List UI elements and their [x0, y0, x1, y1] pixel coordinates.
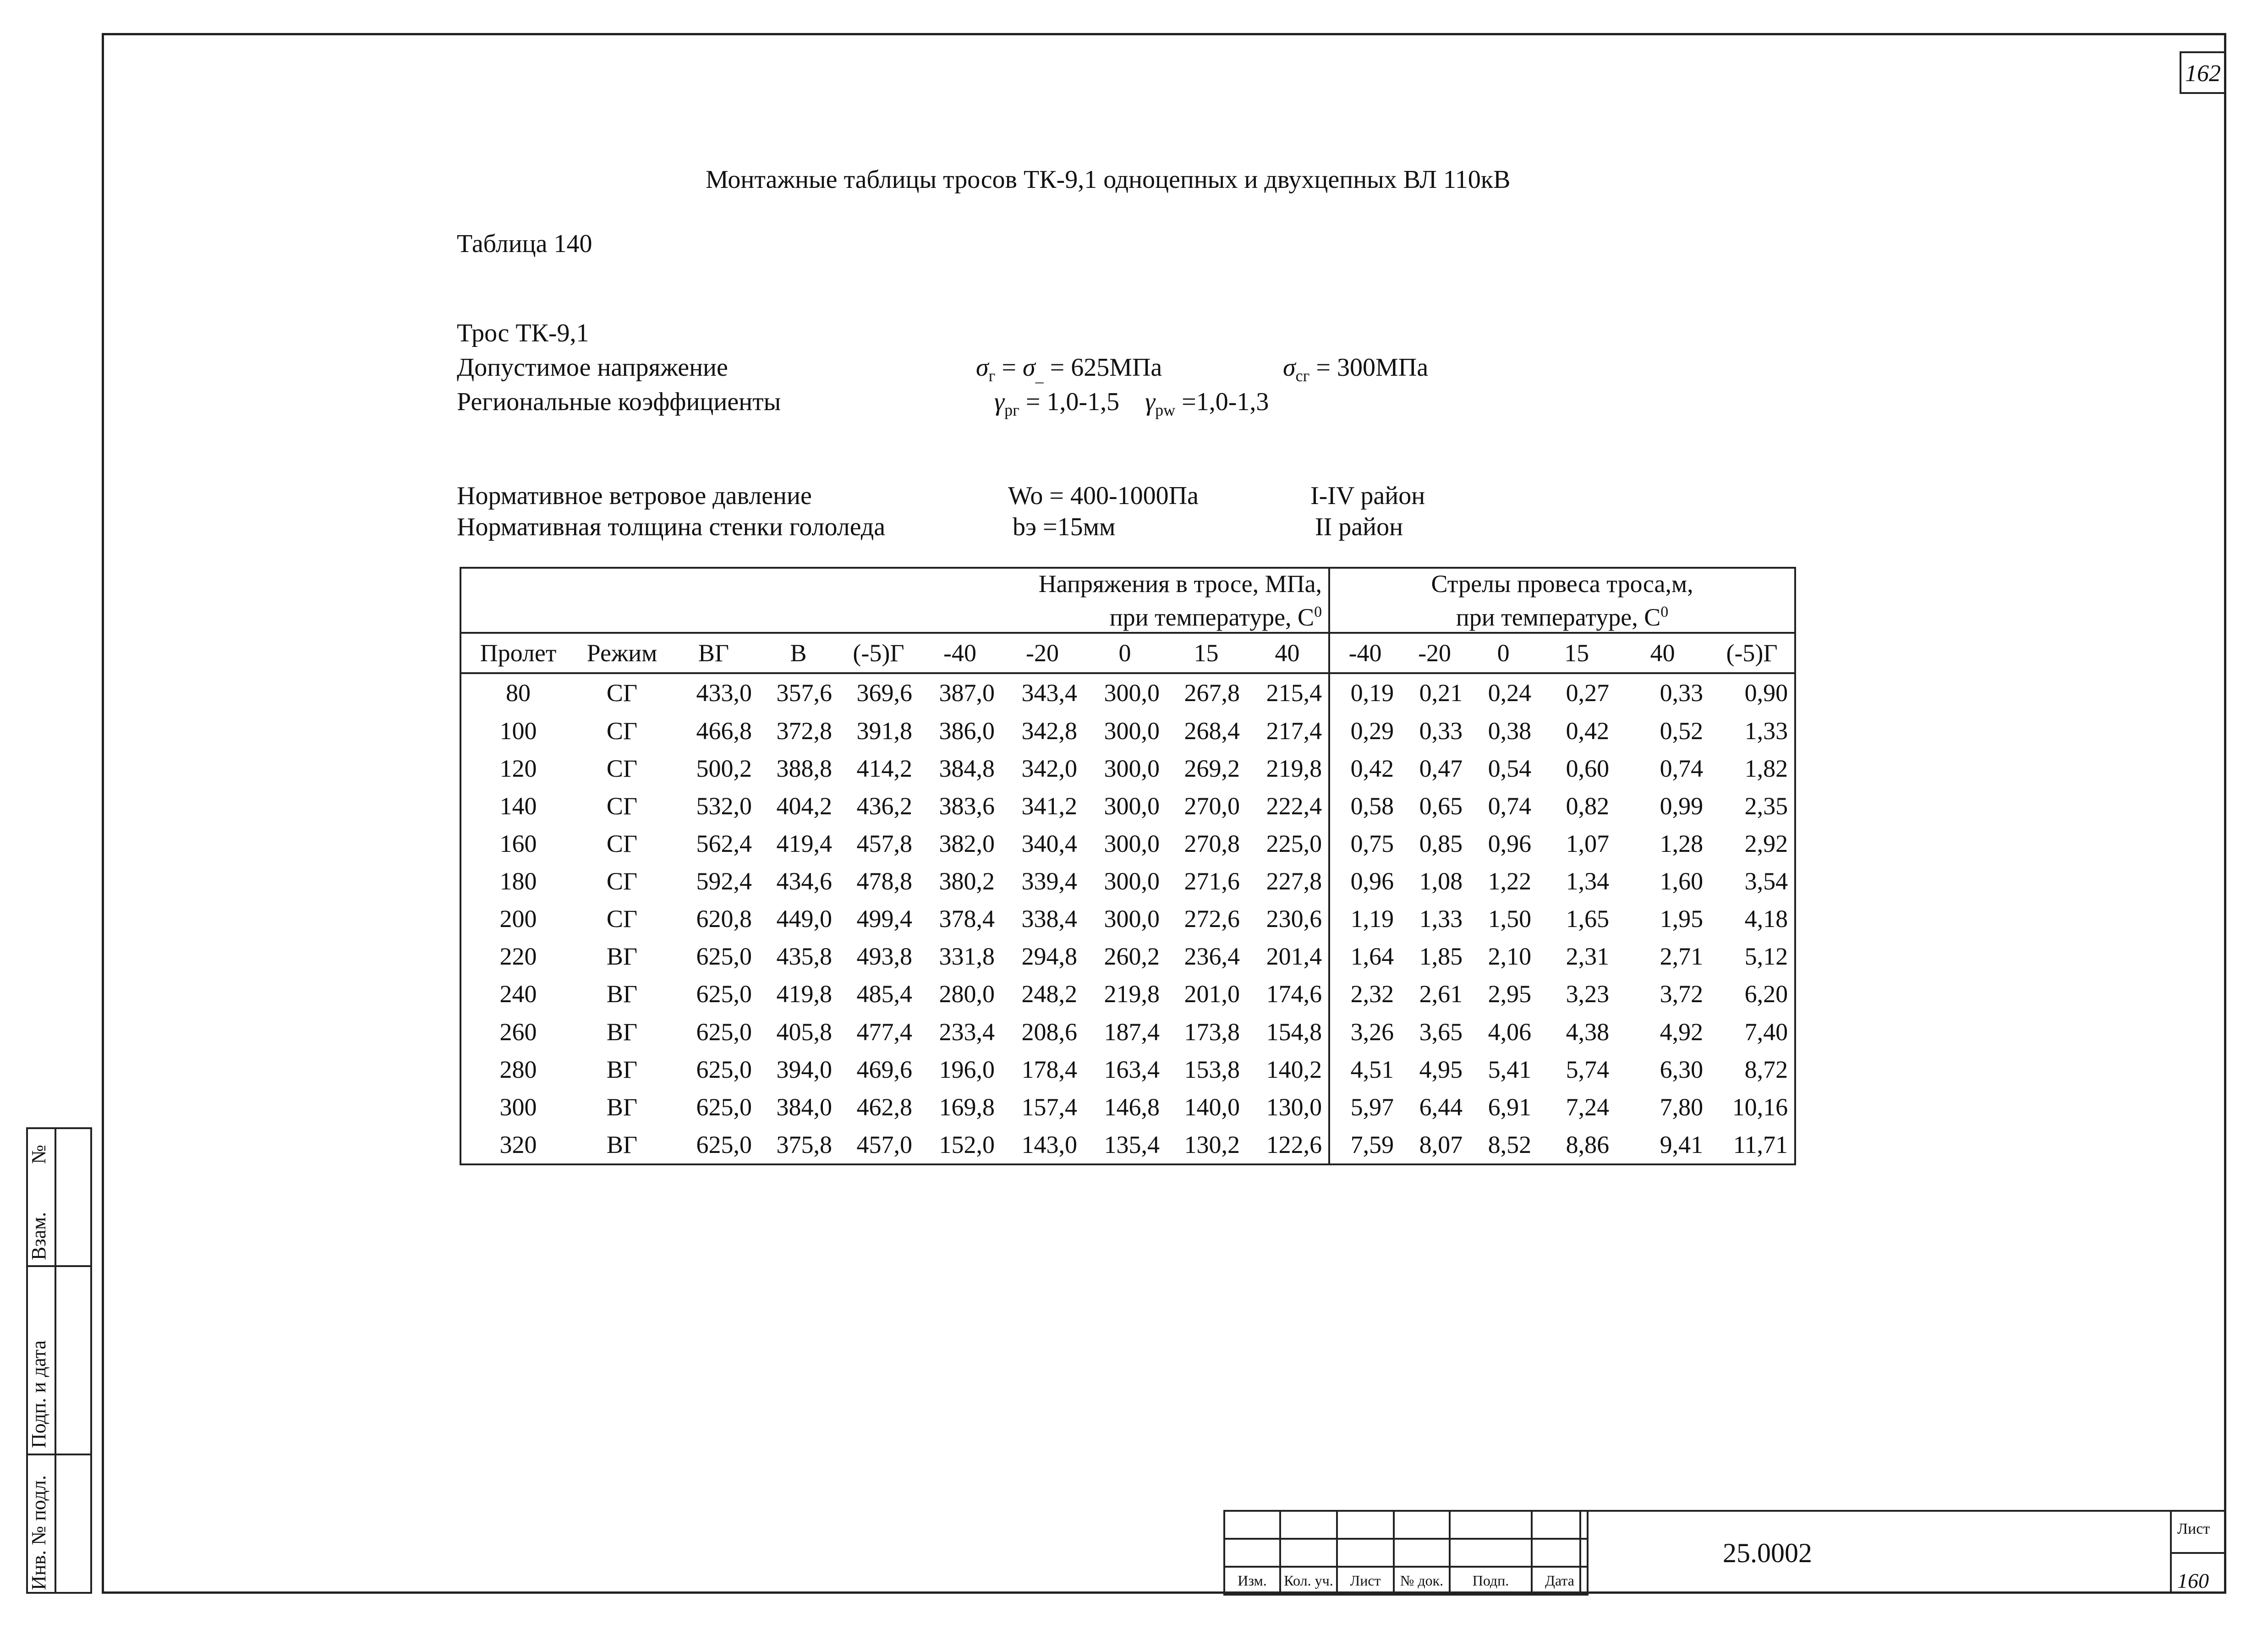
group-header-stress-line2: при температуре, С — [1109, 603, 1315, 631]
wind-label: Нормативное ветровое давление — [457, 482, 812, 510]
table-cell: 369,6 — [856, 679, 912, 707]
table-cell: 173,8 — [1184, 1018, 1240, 1046]
coef-formula: $\gamma_{pг} = 1,0-1,5$ $\gamma_{pw} =1,0-1,3$ — [994, 388, 1269, 420]
table-cell: 1,82 — [1744, 754, 1788, 782]
coef-w-value: =1,0-1,3 — [1182, 388, 1269, 416]
table-cell: 100 — [499, 717, 537, 745]
table-cell: 387,0 — [939, 679, 995, 707]
table-cell: 384,0 — [776, 1093, 832, 1121]
table-cell: 499,4 — [856, 905, 912, 933]
table-cell: 236,4 — [1184, 943, 1240, 971]
table-cell: 331,8 — [939, 943, 995, 971]
revision-label: Кол. уч. — [1280, 1567, 1337, 1595]
revision-label: Изм. — [1224, 1567, 1280, 1595]
table-cell: СГ — [606, 679, 638, 707]
table-cell: 9,41 — [1660, 1130, 1704, 1158]
table-cell: 208,6 — [1021, 1018, 1077, 1046]
revision-label: Подп. — [1450, 1567, 1532, 1595]
table-row — [460, 1013, 1795, 1050]
table-cell: 625,0 — [696, 1055, 752, 1083]
table-cell: 152,0 — [939, 1130, 995, 1158]
table-cell: ВГ — [606, 943, 638, 971]
binding-margin — [26, 1127, 92, 1594]
table-cell: 1,50 — [1488, 905, 1532, 933]
table-cell: 2,32 — [1329, 975, 1400, 1013]
table-cell: 272,6 — [1184, 905, 1240, 933]
table-cell: 0,38 — [1488, 717, 1532, 745]
sheet-box-divider — [2170, 1552, 2226, 1554]
table-cell: 3,23 — [1566, 980, 1610, 1008]
table-cell: 4,92 — [1660, 1018, 1704, 1046]
table-cell: 4,18 — [1744, 905, 1788, 933]
table-cell: 341,2 — [1021, 792, 1077, 820]
table-cell: 6,20 — [1744, 980, 1788, 1008]
table-cell: 169,8 — [939, 1093, 995, 1121]
table-cell: 300,0 — [1104, 717, 1160, 745]
table-cell: 1,65 — [1566, 905, 1610, 933]
column-header: 0 — [1084, 633, 1166, 673]
group-header-sag — [1329, 568, 1795, 633]
table-cell: 140,0 — [1184, 1093, 1240, 1121]
table-cell: 154,8 — [1266, 1018, 1322, 1046]
table-cell: 4,38 — [1566, 1018, 1610, 1046]
column-header: -20 — [1001, 633, 1084, 673]
table-cell: 8,52 — [1488, 1130, 1532, 1158]
coef-label: Региональные коэффициенты — [457, 388, 781, 416]
ice-value: bэ =15мм — [1013, 513, 1116, 541]
table-cell: 219,8 — [1266, 754, 1322, 782]
table-cell: 10,16 — [1732, 1093, 1788, 1121]
table-cell: 477,4 — [856, 1018, 912, 1046]
table-cell: 0,90 — [1744, 679, 1788, 707]
table-cell: 343,4 — [1021, 679, 1077, 707]
table-cell: 6,30 — [1660, 1055, 1704, 1083]
table-cell: 135,4 — [1104, 1130, 1160, 1158]
table-cell: 357,6 — [776, 679, 832, 707]
table-cell: ВГ — [606, 980, 638, 1008]
table-cell: 625,0 — [696, 1130, 752, 1158]
table-cell: 0,85 — [1419, 829, 1463, 857]
table-cell: 375,8 — [776, 1130, 832, 1158]
table-cell: 120 — [499, 754, 537, 782]
revision-label: Лист — [1337, 1567, 1394, 1595]
table-cell: 342,0 — [1021, 754, 1077, 782]
table-cell: 384,8 — [939, 754, 995, 782]
table-cell: 1,28 — [1660, 829, 1704, 857]
group-header-sag-line1: Стрелы провеса троса,м, — [1431, 570, 1693, 598]
table-cell: ВГ — [606, 1018, 638, 1046]
table-cell: 268,4 — [1184, 717, 1240, 745]
column-header: (-5)Г — [838, 633, 919, 673]
table-cell: 2,35 — [1744, 792, 1788, 820]
table-cell: 294,8 — [1021, 943, 1077, 971]
table-cell: 434,6 — [776, 867, 832, 895]
data-table — [460, 567, 1796, 1165]
table-cell: 130,0 — [1266, 1093, 1322, 1121]
table-cell: СГ — [606, 717, 638, 745]
coef-g-value: = 1,0-1,5 — [1025, 388, 1120, 416]
table-row — [460, 712, 1795, 749]
table-cell: 0,52 — [1660, 717, 1704, 745]
table-cell: 0,33 — [1419, 717, 1463, 745]
table-cell: 0,33 — [1660, 679, 1704, 707]
table-cell: 200 — [499, 905, 537, 933]
group-header-stress-line1: Напряжения в тросе, МПа, — [1038, 570, 1322, 598]
table-label: Таблица 140 — [457, 230, 592, 258]
binding-field-number: № — [27, 1145, 50, 1164]
table-cell: 405,8 — [776, 1018, 832, 1046]
table-cell: 178,4 — [1021, 1055, 1077, 1083]
table-cell: 140 — [499, 792, 537, 820]
binding-field-sign-date: Подп. и дата — [27, 1340, 50, 1448]
table-cell: 230,6 — [1266, 905, 1322, 933]
table-row — [460, 1051, 1795, 1088]
table-cell: 225,0 — [1266, 829, 1322, 857]
stress-formula: $\sigma_г = \sigma_{\_} = 625МПа$ — [976, 353, 1162, 385]
table-row — [460, 862, 1795, 900]
table-cell: 1,19 — [1329, 900, 1400, 938]
table-cell: 174,6 — [1266, 980, 1322, 1008]
table-cell: 0,54 — [1488, 754, 1532, 782]
table-cell: 0,42 — [1329, 750, 1400, 787]
table-cell: 217,4 — [1266, 717, 1322, 745]
page-title: Монтажные таблицы тросов ТК-9,1 одноцепных и двухцепных ВЛ 110кВ — [706, 165, 1511, 194]
table-cell: 4,95 — [1419, 1055, 1463, 1083]
table-cell: СГ — [606, 754, 638, 782]
column-header: 0 — [1469, 633, 1538, 673]
table-cell: 382,0 — [939, 829, 995, 857]
table-cell: 625,0 — [696, 980, 752, 1008]
table-cell: ВГ — [606, 1093, 638, 1121]
table-row — [460, 787, 1795, 825]
table-cell: 3,65 — [1419, 1018, 1463, 1046]
table-cell: 7,40 — [1744, 1018, 1788, 1046]
revision-grid — [1223, 1510, 1589, 1596]
table-cell: 0,74 — [1488, 792, 1532, 820]
table-cell: 2,61 — [1419, 980, 1463, 1008]
table-cell: 414,2 — [856, 754, 912, 782]
table-row — [460, 825, 1795, 862]
table-cell: 6,91 — [1488, 1093, 1532, 1121]
table-cell: 0,58 — [1329, 787, 1400, 825]
column-header: Пролет — [460, 633, 575, 673]
table-cell: 219,8 — [1104, 980, 1160, 1008]
table-cell: 300 — [499, 1093, 537, 1121]
table-cell: 227,8 — [1266, 867, 1322, 895]
table-cell: 160 — [499, 829, 537, 857]
column-header: (-5)Г — [1709, 633, 1795, 673]
table-cell: 220 — [499, 943, 537, 971]
stress-value: = 625МПа — [1050, 353, 1162, 382]
table-cell: 180 — [499, 867, 537, 895]
table-row — [460, 1126, 1795, 1164]
wind-region: I-IV район — [1310, 482, 1425, 510]
table-cell: 260,2 — [1104, 943, 1160, 971]
table-cell: 372,8 — [776, 717, 832, 745]
table-cell: 436,2 — [856, 792, 912, 820]
table-cell: 0,24 — [1488, 679, 1532, 707]
table-cell: СГ — [606, 867, 638, 895]
stress-avg-formula: $\sigma_{сг} = 300МПа$ — [1283, 353, 1429, 385]
table-cell: 6,44 — [1419, 1093, 1463, 1121]
table-cell: 0,75 — [1329, 825, 1400, 862]
table-cell: 625,0 — [696, 943, 752, 971]
table-cell: 196,0 — [939, 1055, 995, 1083]
table-row — [460, 975, 1795, 1013]
table-cell: 300,0 — [1104, 905, 1160, 933]
table-cell: 215,4 — [1266, 679, 1322, 707]
table-cell: 493,8 — [856, 943, 912, 971]
table-cell: 378,4 — [939, 905, 995, 933]
table-cell: 0,27 — [1566, 679, 1610, 707]
table-cell: 462,8 — [856, 1093, 912, 1121]
table-cell: 0,47 — [1419, 754, 1463, 782]
table-cell: 340,4 — [1021, 829, 1077, 857]
table-cell: 270,8 — [1184, 829, 1240, 857]
ice-label: Нормативная толщина стенки гололеда — [457, 513, 886, 541]
table-cell: 222,4 — [1266, 792, 1322, 820]
table-cell: 457,0 — [856, 1130, 912, 1158]
table-cell: 7,80 — [1660, 1093, 1704, 1121]
cable-label: Трос ТК-9,1 — [457, 319, 589, 347]
table-cell: 592,4 — [696, 867, 752, 895]
column-header: ВГ — [669, 633, 758, 673]
table-cell: 3,26 — [1329, 1013, 1400, 1050]
table-cell: 122,6 — [1266, 1130, 1322, 1158]
table-cell: 4,06 — [1488, 1018, 1532, 1046]
table-cell: 8,72 — [1744, 1055, 1788, 1083]
table-cell: 478,8 — [856, 867, 912, 895]
binding-field-inventory: Инв. № подл. — [27, 1475, 50, 1590]
table-cell: 5,74 — [1566, 1055, 1610, 1083]
table-cell: СГ — [606, 905, 638, 933]
table-cell: ВГ — [606, 1130, 638, 1158]
table-cell: 240 — [499, 980, 537, 1008]
table-cell: 11,71 — [1733, 1130, 1788, 1158]
table-cell: 0,96 — [1488, 829, 1532, 857]
table-cell: 248,2 — [1021, 980, 1077, 1008]
table-cell: 300,0 — [1104, 829, 1160, 857]
table-cell: 201,4 — [1266, 943, 1322, 971]
sheet-label: Лист — [2177, 1520, 2210, 1537]
table-cell: ВГ — [606, 1055, 638, 1083]
table-cell: 2,31 — [1566, 943, 1610, 971]
table-cell: 338,4 — [1021, 905, 1077, 933]
column-header: Режим — [575, 633, 669, 673]
table-cell: 1,33 — [1744, 717, 1788, 745]
column-header: 15 — [1166, 633, 1246, 673]
table-cell: 163,4 — [1104, 1055, 1160, 1083]
group-header-sag-line2: при температуре, С — [1456, 603, 1661, 631]
table-cell: 2,95 — [1488, 980, 1532, 1008]
table-cell: 2,10 — [1488, 943, 1532, 971]
table-cell: 157,4 — [1021, 1093, 1077, 1121]
table-cell: 140,2 — [1266, 1055, 1322, 1083]
group-header-stress — [460, 568, 1329, 633]
table-cell: 7,59 — [1329, 1126, 1400, 1164]
table-cell: 1,64 — [1329, 938, 1400, 975]
table-cell: 5,12 — [1744, 943, 1788, 971]
table-cell: 300,0 — [1104, 792, 1160, 820]
table-cell: 386,0 — [939, 717, 995, 745]
table-cell: 0,74 — [1660, 754, 1704, 782]
column-header: -20 — [1400, 633, 1469, 673]
table-cell: 146,8 — [1104, 1093, 1160, 1121]
table-cell: 419,8 — [776, 980, 832, 1008]
table-cell: 271,6 — [1184, 867, 1240, 895]
table-cell: 5,41 — [1488, 1055, 1532, 1083]
page-mark: 162 — [2180, 51, 2226, 94]
table-cell: 0,21 — [1419, 679, 1463, 707]
table-row — [460, 673, 1795, 712]
table-cell: 260 — [499, 1018, 537, 1046]
table-cell: 500,2 — [696, 754, 752, 782]
table-cell: 8,86 — [1566, 1130, 1610, 1158]
table-cell: 1,07 — [1566, 829, 1610, 857]
table-cell: 388,8 — [776, 754, 832, 782]
table-cell: 153,8 — [1184, 1055, 1240, 1083]
stress-avg-value: = 300МПа — [1316, 353, 1429, 382]
table-cell: 0,60 — [1566, 754, 1610, 782]
revision-label: № док. — [1394, 1567, 1450, 1595]
table-cell: 143,0 — [1021, 1130, 1077, 1158]
sheet-number: 160 — [2177, 1569, 2209, 1592]
table-cell: 3,72 — [1660, 980, 1704, 1008]
binding-divider — [55, 1127, 56, 1594]
wind-value: Wo = 400-1000Па — [1008, 482, 1199, 510]
table-cell: 201,0 — [1184, 980, 1240, 1008]
table-cell: 0,42 — [1566, 717, 1610, 745]
table-cell: 0,96 — [1329, 862, 1400, 900]
table-cell: 0,29 — [1329, 712, 1400, 749]
table-cell: 300,0 — [1104, 754, 1160, 782]
table-row — [460, 1088, 1795, 1126]
table-cell: 391,8 — [856, 717, 912, 745]
table-cell: 187,4 — [1104, 1018, 1160, 1046]
table-cell: 466,8 — [696, 717, 752, 745]
table-cell: СГ — [606, 829, 638, 857]
table-cell: 267,8 — [1184, 679, 1240, 707]
table-cell: 80 — [506, 679, 531, 707]
degree-sup: 0 — [1660, 603, 1669, 620]
table-cell: 0,19 — [1329, 673, 1400, 712]
table-row — [460, 938, 1795, 975]
table-cell: 625,0 — [696, 1093, 752, 1121]
table-cell: 380,2 — [939, 867, 995, 895]
table-cell: 0,82 — [1566, 792, 1610, 820]
table-cell: 625,0 — [696, 1018, 752, 1046]
stress-label: Допустимое напряжение — [457, 353, 728, 382]
table-cell: 620,8 — [696, 905, 752, 933]
table-cell: 300,0 — [1104, 867, 1160, 895]
table-cell: 1,95 — [1660, 905, 1704, 933]
table-row — [460, 900, 1795, 938]
column-header: В — [758, 633, 838, 673]
binding-field-replace: Взам. — [27, 1212, 50, 1260]
table-cell: 532,0 — [696, 792, 752, 820]
table-cell: 342,8 — [1021, 717, 1077, 745]
table-cell: 1,22 — [1488, 867, 1532, 895]
table-cell: 8,07 — [1419, 1130, 1463, 1158]
table-cell: 2,92 — [1744, 829, 1788, 857]
table-cell: 1,33 — [1419, 905, 1463, 933]
table-cell: СГ — [606, 792, 638, 820]
table-cell: 457,8 — [856, 829, 912, 857]
table-cell: 419,4 — [776, 829, 832, 857]
table-cell: 562,4 — [696, 829, 752, 857]
table-cell: 1,34 — [1566, 867, 1610, 895]
table-cell: 339,4 — [1021, 867, 1077, 895]
table-cell: 269,2 — [1184, 754, 1240, 782]
column-header: 15 — [1538, 633, 1616, 673]
table-row — [460, 750, 1795, 787]
degree-sup: 0 — [1314, 603, 1322, 620]
column-header: -40 — [919, 633, 1001, 673]
table-cell: 433,0 — [696, 679, 752, 707]
table-cell: 320 — [499, 1130, 537, 1158]
column-header: 40 — [1246, 633, 1329, 673]
table-cell: 3,54 — [1744, 867, 1788, 895]
table-cell: 0,99 — [1660, 792, 1704, 820]
table-cell: 300,0 — [1104, 679, 1160, 707]
table-cell: 280 — [499, 1055, 537, 1083]
table-cell: 449,0 — [776, 905, 832, 933]
column-header: -40 — [1329, 633, 1400, 673]
table-cell: 469,6 — [856, 1055, 912, 1083]
doc-number: 25.0002 — [1723, 1538, 1812, 1568]
table-cell: 130,2 — [1184, 1130, 1240, 1158]
column-header: 40 — [1616, 633, 1709, 673]
table-cell: 383,6 — [939, 792, 995, 820]
table-cell: 0,65 — [1419, 792, 1463, 820]
table-cell: 4,51 — [1329, 1051, 1400, 1088]
table-cell: 1,60 — [1660, 867, 1704, 895]
table-cell: 1,85 — [1419, 943, 1463, 971]
table-cell: 435,8 — [776, 943, 832, 971]
table-cell: 233,4 — [939, 1018, 995, 1046]
table-cell: 5,97 — [1329, 1088, 1400, 1126]
table-cell: 404,2 — [776, 792, 832, 820]
revision-label: Дата — [1532, 1567, 1588, 1595]
ice-region: II район — [1315, 513, 1403, 541]
table-cell: 1,08 — [1419, 867, 1463, 895]
table-cell: 7,24 — [1566, 1093, 1610, 1121]
table-cell: 2,71 — [1660, 943, 1704, 971]
table-cell: 485,4 — [856, 980, 912, 1008]
table-cell: 394,0 — [776, 1055, 832, 1083]
doc-number-box — [1579, 1510, 2226, 1594]
table-cell: 280,0 — [939, 980, 995, 1008]
table-cell: 270,0 — [1184, 792, 1240, 820]
